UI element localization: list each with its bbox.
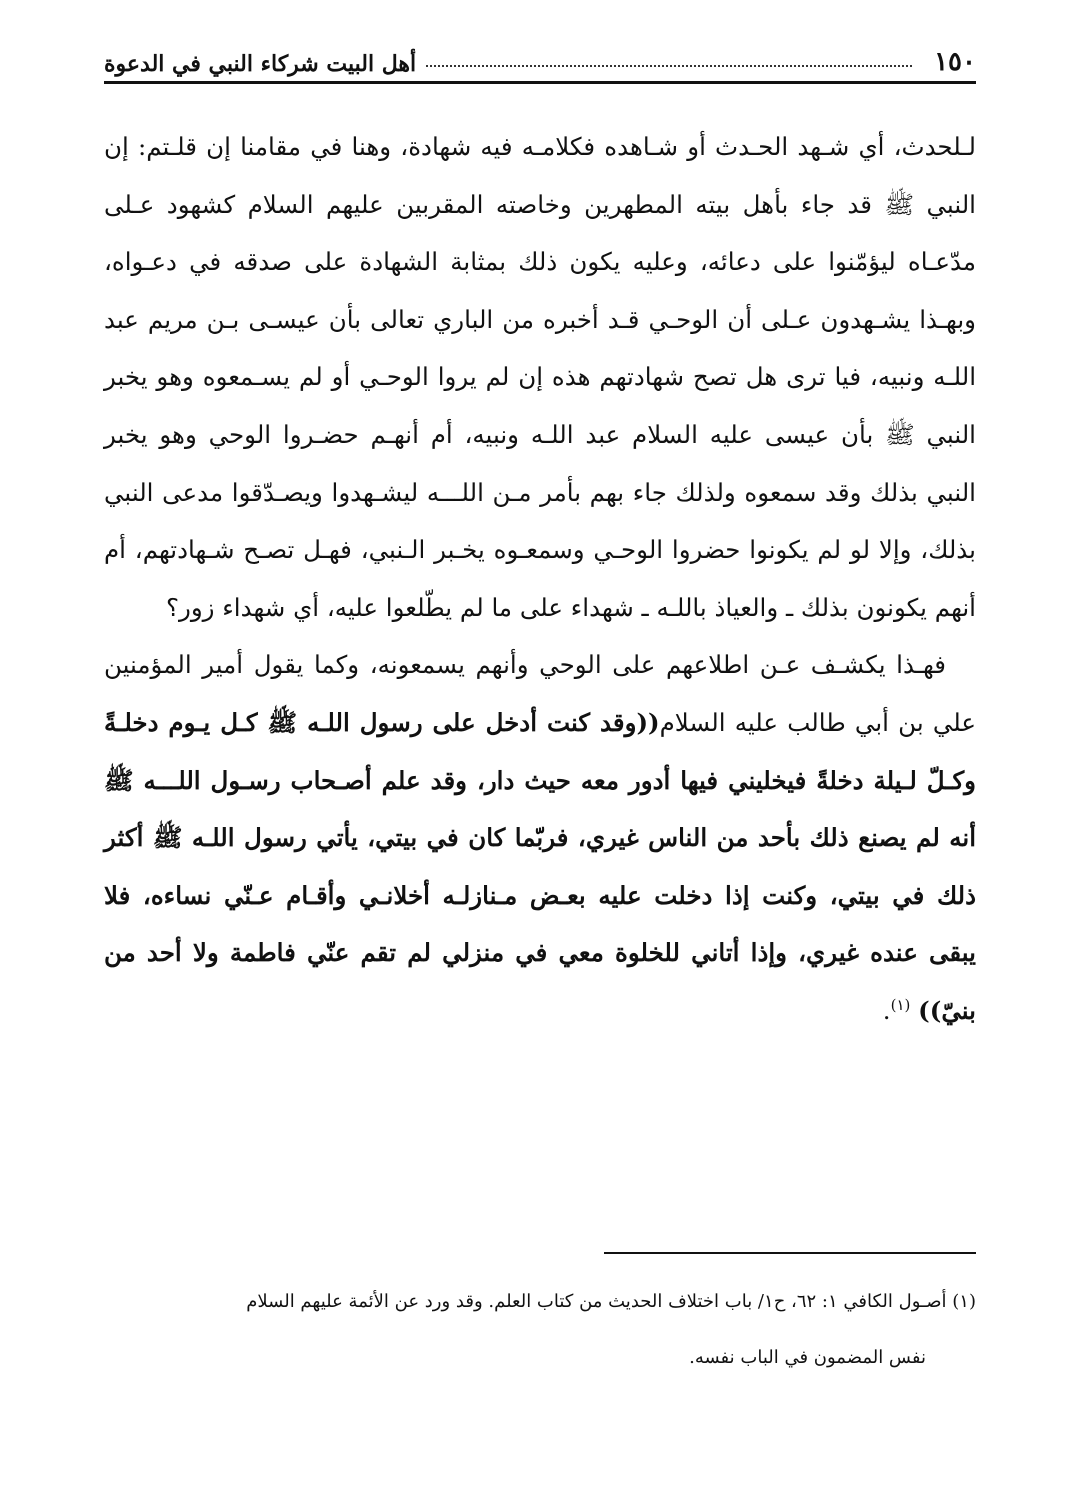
quoted-hadith: ((وقد كنت أدخل على رسول اللـه ﷺ كـل يـوم دخلـةً وكـلّ لـيلة دخلةً فيخليني فيها أدور معه حيث دار، وقد علم أصـحاب رسـول اللـــه ﷺ أنه لم يصنع ذلك بأحد من الناس غيري، فربّما كان في بيتي، يأتي رسول اللـه ﷺ أكثر ذلك في بيتي، وكنت إذا دخلت عليه بعـض مـنازلـه أخلانـي وأقـام عـنّي نساءه، فلا يبقى عنده غيري، وإذا أتاني للخلوة معي في منزلي لم تقم عنّي فاطمة ولا أحد من بنيّ)) bbox=[104, 707, 976, 1025]
footnote bbox=[104, 1274, 976, 1386]
paragraph-2-intro: فهـذا يكشـف عـن اطلاعهم على الوحي وأنهم يسمعونه، وكما يقول أمير المؤمنين علي بن أبي طالب عليه السلام bbox=[104, 650, 977, 737]
footnote-reference[interactable]: (١) bbox=[890, 995, 911, 1014]
page-header bbox=[104, 40, 976, 84]
header-dotted-leader bbox=[426, 65, 912, 67]
footnote-line-1: (١) أصـول الكافي ١: ٦٢، ح١/ باب اختلاف الحديث من كتاب العلم. وقد ورد عن الأئمة عليهم السلام bbox=[246, 1291, 976, 1312]
paragraph-1: لـلحدث، أي شـهد الحـدث أو شـاهده فكلامـه فيه شهادة، وهنا في مقامنا إن قلـتم: إن النبي ﷺ قد جاء بأهل بيته المطهرين وخاصته المقربين عليهم السلام كشهود عـلى مدّعـاه ليؤمّنوا على دعائه، وعليه يكون ذلك بمثابة الشهادة على صدقه في دعـواه، وبهـذا يشـهدون عـلى أن الوحـي قـد أخبره من الباري تعالى بأن عيسـى بـن مريم عبد اللـه ونبيه، فيا ترى هل تصح شهادتهم هذه إن لم يروا الوحـي أو لم يسـمعوه وهو يخبر النبي ﷺ بأن عيسى عليه السلام عبد اللـه ونبيه، أم أنهـم حضـروا الوحي وهو يخبر النبي بذلك وقد سمعوه ولذلك جاء بهم بأمر مـن اللـــه ليشـهدوا ويصـدّقوا مدعى النبي بذلك، وإلا لو لم يكونوا حضروا الوحـي وسمعـوه يخـبر الـنبي، فهـل تصـح شـهادتهم، أم أنهم يكونون بذلك ـ والعياذ باللـه ـ شهداء على ما لم يطّلعوا عليه، أي شهداء زور؟ bbox=[104, 132, 976, 622]
paragraph-2 bbox=[104, 636, 976, 1039]
page-number: ١٥٠ bbox=[934, 47, 976, 77]
footnote-line-2: نفس المضمون في الباب نفسه. bbox=[689, 1347, 926, 1368]
footnote-divider bbox=[604, 1252, 976, 1254]
body-text bbox=[104, 118, 976, 1040]
closing-period: . bbox=[882, 995, 891, 1025]
running-title: أهل البيت شركاء النبي في الدعوة bbox=[104, 51, 417, 77]
